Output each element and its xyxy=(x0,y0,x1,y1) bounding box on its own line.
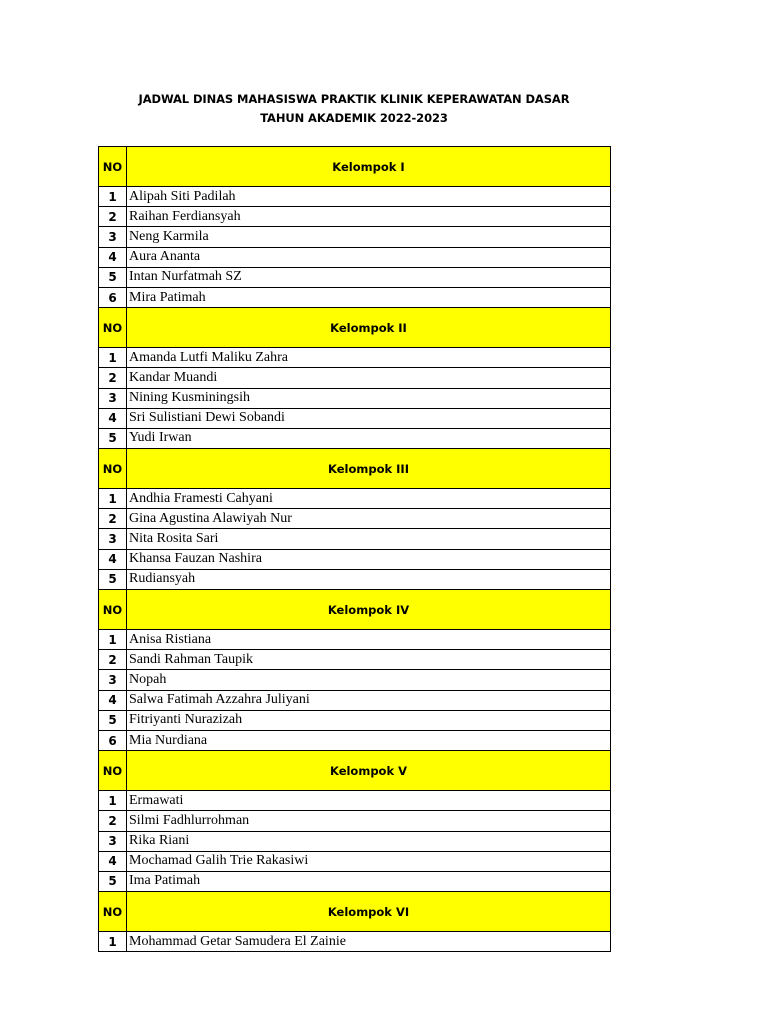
member-number: 1 xyxy=(99,489,127,509)
member-number: 5 xyxy=(99,569,127,589)
group-header-row xyxy=(99,590,611,630)
column-header-no: NO xyxy=(99,449,127,489)
group-name: Kelompok I xyxy=(127,147,611,187)
table-row xyxy=(99,549,611,569)
member-name: Ermawati xyxy=(127,791,611,811)
member-name: Rudiansyah xyxy=(127,569,611,589)
member-name: Silmi Fadhlurrohman xyxy=(127,811,611,831)
table-row xyxy=(99,932,611,952)
member-number: 2 xyxy=(99,207,127,227)
group-header-row xyxy=(99,892,611,932)
member-name: Intan Nurfatmah SZ xyxy=(127,267,611,287)
column-header-no: NO xyxy=(99,892,127,932)
table-row xyxy=(99,791,611,811)
member-name: Fitriyanti Nurazizah xyxy=(127,710,611,730)
member-name: Khansa Fauzan Nashira xyxy=(127,549,611,569)
group-header-row xyxy=(99,147,611,187)
table-row xyxy=(99,851,611,871)
member-number: 4 xyxy=(99,408,127,428)
member-name: Sri Sulistiani Dewi Sobandi xyxy=(127,408,611,428)
table-row xyxy=(99,650,611,670)
member-name: Anisa Ristiana xyxy=(127,630,611,650)
schedule-table-body xyxy=(99,147,611,952)
member-number: 2 xyxy=(99,509,127,529)
member-number: 1 xyxy=(99,932,127,952)
member-name: Ima Patimah xyxy=(127,871,611,891)
member-number: 1 xyxy=(99,791,127,811)
group-name: Kelompok II xyxy=(127,308,611,348)
table-row xyxy=(99,730,611,750)
table-row xyxy=(99,831,611,851)
member-name: Nining Kusminingsih xyxy=(127,388,611,408)
member-name: Kandar Muandi xyxy=(127,368,611,388)
member-number: 2 xyxy=(99,650,127,670)
group-name: Kelompok IV xyxy=(127,590,611,630)
member-name: Neng Karmila xyxy=(127,227,611,247)
table-row xyxy=(99,529,611,549)
column-header-no: NO xyxy=(99,590,127,630)
member-number: 3 xyxy=(99,227,127,247)
table-row xyxy=(99,207,611,227)
member-number: 5 xyxy=(99,710,127,730)
table-row xyxy=(99,569,611,589)
table-row xyxy=(99,871,611,891)
member-number: 3 xyxy=(99,670,127,690)
member-name: Raihan Ferdiansyah xyxy=(127,207,611,227)
table-row xyxy=(99,247,611,267)
document-title: JADWAL DINAS MAHASISWA PRAKTIK KLINIK KEPERAWATAN DASAR xyxy=(138,92,570,106)
member-name: Mia Nurdiana xyxy=(127,730,611,750)
member-number: 6 xyxy=(99,730,127,750)
member-name: Mira Patimah xyxy=(127,287,611,307)
group-name: Kelompok VI xyxy=(127,892,611,932)
member-number: 1 xyxy=(99,348,127,368)
member-name: Yudi Irwan xyxy=(127,428,611,448)
table-row xyxy=(99,489,611,509)
group-header-row xyxy=(99,449,611,489)
table-row xyxy=(99,670,611,690)
member-number: 4 xyxy=(99,690,127,710)
group-header-row xyxy=(99,751,611,791)
table-row xyxy=(99,630,611,650)
group-name: Kelompok V xyxy=(127,751,611,791)
member-number: 1 xyxy=(99,630,127,650)
table-row xyxy=(99,690,611,710)
member-number: 4 xyxy=(99,851,127,871)
member-name: Salwa Fatimah Azzahra Juliyani xyxy=(127,690,611,710)
table-row xyxy=(99,408,611,428)
table-row xyxy=(99,710,611,730)
member-name: Gina Agustina Alawiyah Nur xyxy=(127,509,611,529)
table-row xyxy=(99,348,611,368)
member-name: Nita Rosita Sari xyxy=(127,529,611,549)
member-number: 5 xyxy=(99,871,127,891)
member-number: 6 xyxy=(99,287,127,307)
member-number: 2 xyxy=(99,368,127,388)
column-header-no: NO xyxy=(99,751,127,791)
member-name: Aura Ananta xyxy=(127,247,611,267)
table-row xyxy=(99,811,611,831)
member-name: Sandi Rahman Taupik xyxy=(127,650,611,670)
group-header-row xyxy=(99,308,611,348)
member-number: 1 xyxy=(99,187,127,207)
table-row xyxy=(99,287,611,307)
member-number: 3 xyxy=(99,529,127,549)
member-name: Rika Riani xyxy=(127,831,611,851)
group-name: Kelompok III xyxy=(127,449,611,489)
member-number: 3 xyxy=(99,831,127,851)
member-name: Nopah xyxy=(127,670,611,690)
document-subtitle: TAHUN AKADEMIK 2022-2023 xyxy=(260,111,448,125)
schedule-table xyxy=(98,146,611,952)
column-header-no: NO xyxy=(99,308,127,348)
member-name: Amanda Lutfi Maliku Zahra xyxy=(127,348,611,368)
table-row xyxy=(99,227,611,247)
member-name: Mochamad Galih Trie Rakasiwi xyxy=(127,851,611,871)
member-number: 3 xyxy=(99,388,127,408)
member-number: 5 xyxy=(99,428,127,448)
member-number: 4 xyxy=(99,247,127,267)
table-row xyxy=(99,509,611,529)
table-row xyxy=(99,428,611,448)
member-name: Alipah Siti Padilah xyxy=(127,187,611,207)
table-row xyxy=(99,388,611,408)
table-row xyxy=(99,368,611,388)
member-name: Mohammad Getar Samudera El Zainie xyxy=(127,932,611,952)
member-number: 4 xyxy=(99,549,127,569)
member-name: Andhia Framesti Cahyani xyxy=(127,489,611,509)
member-number: 2 xyxy=(99,811,127,831)
member-number: 5 xyxy=(99,267,127,287)
column-header-no: NO xyxy=(99,147,127,187)
table-row xyxy=(99,187,611,207)
table-row xyxy=(99,267,611,287)
